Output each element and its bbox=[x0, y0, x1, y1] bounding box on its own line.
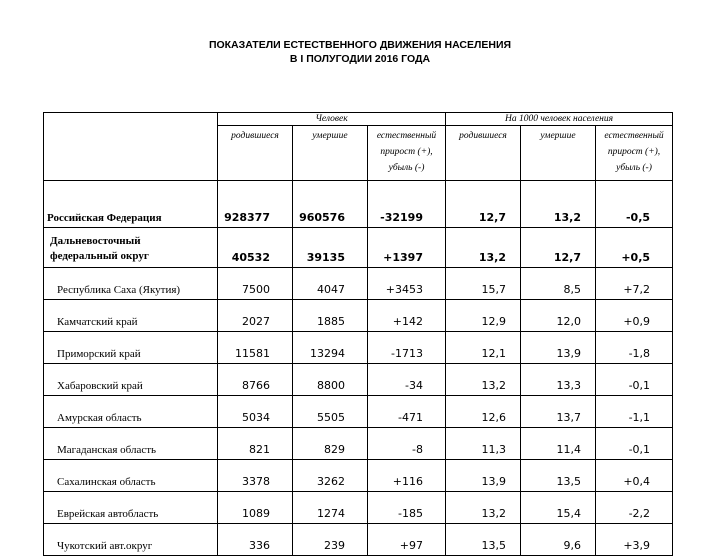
cell-died-rate: 13,5 bbox=[521, 460, 596, 492]
row-name: Сахалинская область bbox=[44, 460, 218, 492]
cell-died: 829 bbox=[293, 428, 368, 460]
header-natural-change: естественный прирост (+), убыль (-) bbox=[368, 126, 446, 181]
cell-died-rate: 13,7 bbox=[521, 396, 596, 428]
cell-born: 3378 bbox=[218, 460, 293, 492]
title-line-1: ПОКАЗАТЕЛИ ЕСТЕСТВЕННОГО ДВИЖЕНИЯ НАСЕЛЕНИЯ bbox=[208, 39, 512, 51]
cell-born: 336 bbox=[218, 524, 293, 556]
cell-died-rate: 13,2 bbox=[521, 181, 596, 228]
cell-died: 960576 bbox=[293, 181, 368, 228]
cell-born-rate: 13,2 bbox=[446, 364, 521, 396]
cell-born-rate: 13,9 bbox=[446, 460, 521, 492]
cell-natural-rate: +3,9 bbox=[596, 524, 673, 556]
title-line-2: В I ПОЛУГОДИИ 2016 ГОДА bbox=[289, 53, 431, 65]
cell-natural-rate: -0,5 bbox=[596, 181, 673, 228]
row-name: Еврейская автобласть bbox=[44, 492, 218, 524]
cell-born-rate: 11,3 bbox=[446, 428, 521, 460]
cell-died-rate: 13,3 bbox=[521, 364, 596, 396]
cell-natural: -471 bbox=[368, 396, 446, 428]
header-group-persons: Человек bbox=[218, 113, 446, 126]
cell-born-rate: 13,2 bbox=[446, 492, 521, 524]
header-natural-rate: естественный прирост (+), убыль (-) bbox=[596, 126, 673, 181]
cell-born: 2027 bbox=[218, 300, 293, 332]
row-name: Республика Саха (Якутия) bbox=[44, 268, 218, 300]
row-name: Хабаровский край bbox=[44, 364, 218, 396]
cell-died-rate: 11,4 bbox=[521, 428, 596, 460]
cell-died: 13294 bbox=[293, 332, 368, 364]
row-name: Амурская область bbox=[44, 396, 218, 428]
table-row bbox=[44, 492, 673, 524]
cell-natural-rate: +0,5 bbox=[596, 228, 673, 268]
cell-born-rate: 15,7 bbox=[446, 268, 521, 300]
cell-died: 3262 bbox=[293, 460, 368, 492]
cell-natural-rate: -1,1 bbox=[596, 396, 673, 428]
population-table bbox=[43, 112, 673, 556]
cell-born: 7500 bbox=[218, 268, 293, 300]
cell-born: 821 bbox=[218, 428, 293, 460]
table-row bbox=[44, 460, 673, 492]
cell-died-rate: 12,0 bbox=[521, 300, 596, 332]
cell-natural: -34 bbox=[368, 364, 446, 396]
cell-born-rate: 13,5 bbox=[446, 524, 521, 556]
header-died-rate: умершие bbox=[521, 126, 596, 181]
header-group-per-1000: На 1000 человек населения bbox=[446, 113, 673, 126]
table-row bbox=[44, 228, 673, 268]
cell-born: 11581 bbox=[218, 332, 293, 364]
cell-natural-rate: -1,8 bbox=[596, 332, 673, 364]
cell-born: 1089 bbox=[218, 492, 293, 524]
table-row bbox=[44, 428, 673, 460]
cell-natural: -32199 bbox=[368, 181, 446, 228]
page-title bbox=[0, 38, 720, 66]
cell-born-rate: 12,9 bbox=[446, 300, 521, 332]
cell-died-rate: 15,4 bbox=[521, 492, 596, 524]
row-name: Дальневосточный федеральный округ bbox=[44, 228, 218, 268]
cell-natural-rate: -2,2 bbox=[596, 492, 673, 524]
cell-natural-rate: +0,4 bbox=[596, 460, 673, 492]
cell-born-rate: 12,7 bbox=[446, 181, 521, 228]
table-row bbox=[44, 364, 673, 396]
cell-died: 1885 bbox=[293, 300, 368, 332]
table-row bbox=[44, 181, 673, 228]
cell-born-rate: 12,6 bbox=[446, 396, 521, 428]
cell-natural: +142 bbox=[368, 300, 446, 332]
cell-died: 1274 bbox=[293, 492, 368, 524]
cell-died: 39135 bbox=[293, 228, 368, 268]
cell-died: 5505 bbox=[293, 396, 368, 428]
table-row bbox=[44, 396, 673, 428]
row-name: Чукотский авт.округ bbox=[44, 524, 218, 556]
header-born-rate: родившиеся bbox=[446, 126, 521, 181]
cell-natural-rate: +7,2 bbox=[596, 268, 673, 300]
row-name: Камчатский край bbox=[44, 300, 218, 332]
cell-born: 5034 bbox=[218, 396, 293, 428]
cell-natural: -1713 bbox=[368, 332, 446, 364]
cell-natural: +97 bbox=[368, 524, 446, 556]
header-group-row bbox=[44, 113, 673, 126]
cell-died-rate: 8,5 bbox=[521, 268, 596, 300]
cell-died: 8800 bbox=[293, 364, 368, 396]
header-born: родившиеся bbox=[218, 126, 293, 181]
cell-natural-rate: +0,9 bbox=[596, 300, 673, 332]
row-name: Приморский край bbox=[44, 332, 218, 364]
cell-natural-rate: -0,1 bbox=[596, 428, 673, 460]
header-corner-cell bbox=[44, 113, 218, 181]
cell-born: 928377 bbox=[218, 181, 293, 228]
cell-died: 4047 bbox=[293, 268, 368, 300]
cell-died-rate: 9,6 bbox=[521, 524, 596, 556]
cell-natural: +116 bbox=[368, 460, 446, 492]
cell-natural: +3453 bbox=[368, 268, 446, 300]
cell-died: 239 bbox=[293, 524, 368, 556]
cell-died-rate: 13,9 bbox=[521, 332, 596, 364]
table-row bbox=[44, 268, 673, 300]
cell-died-rate: 12,7 bbox=[521, 228, 596, 268]
row-name: Магаданская область bbox=[44, 428, 218, 460]
cell-natural: -8 bbox=[368, 428, 446, 460]
row-name: Российская Федерация bbox=[44, 181, 218, 228]
header-died: умершие bbox=[293, 126, 368, 181]
table-row bbox=[44, 332, 673, 364]
cell-born-rate: 13,2 bbox=[446, 228, 521, 268]
cell-born: 8766 bbox=[218, 364, 293, 396]
cell-born-rate: 12,1 bbox=[446, 332, 521, 364]
cell-natural: -185 bbox=[368, 492, 446, 524]
cell-natural-rate: -0,1 bbox=[596, 364, 673, 396]
cell-born: 40532 bbox=[218, 228, 293, 268]
table-row bbox=[44, 300, 673, 332]
cell-natural: +1397 bbox=[368, 228, 446, 268]
